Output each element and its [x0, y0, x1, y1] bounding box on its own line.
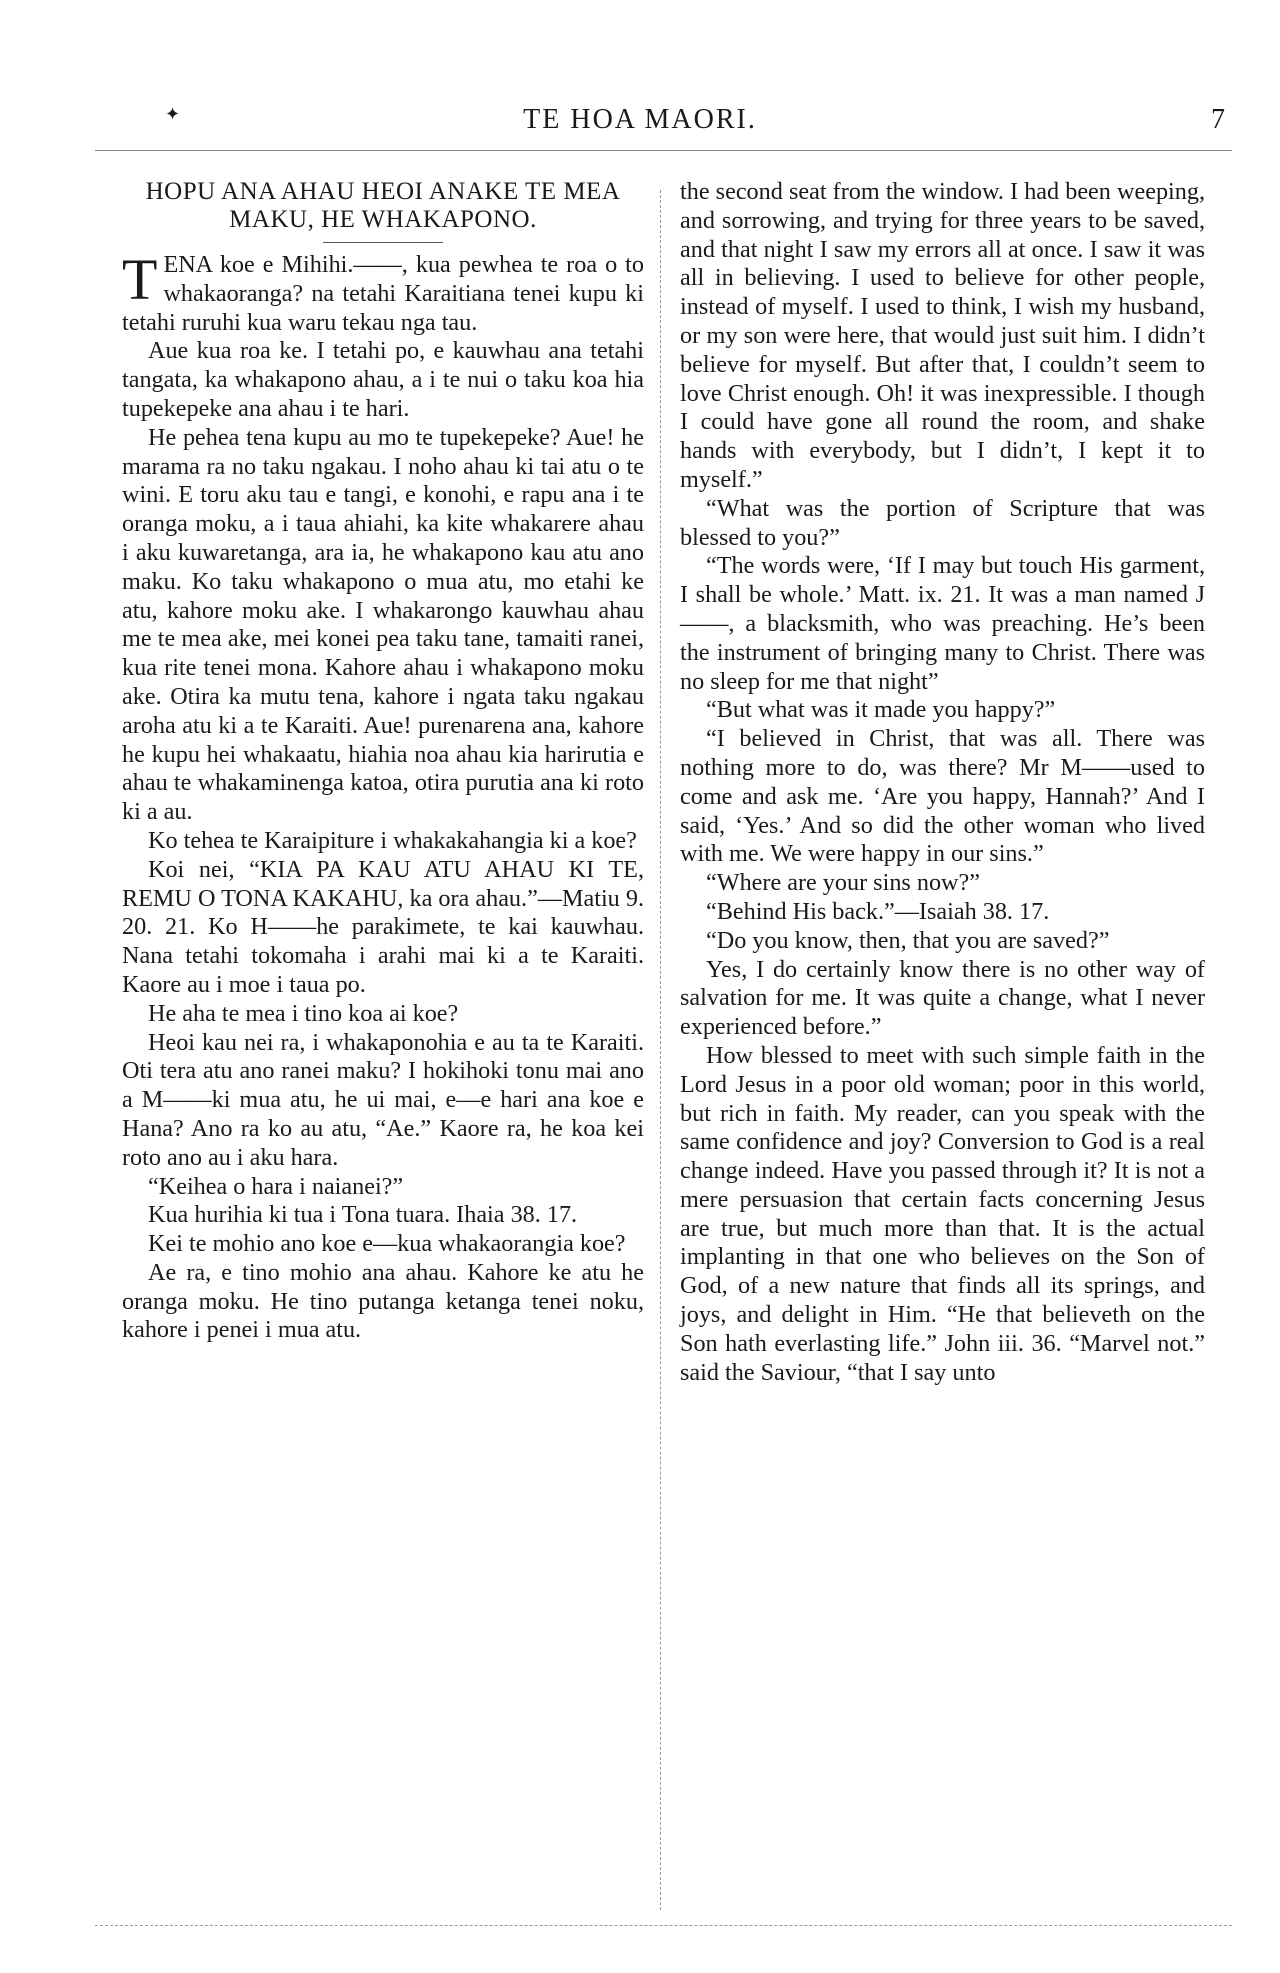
paragraph: “What was the portion of Scripture that was blessed to you?”: [680, 494, 1205, 551]
paragraph-text: ENA koe e Mihihi.——, kua pewhea te roa o to whakaoranga? na tetahi Karaitiana tenei kupu ki tetahi ruruhi kua waru tekau nga tau.: [122, 251, 644, 336]
paragraph: He aha te mea i tino koa ai koe?: [148, 999, 459, 1027]
paragraph: “Behind His back.”—Isaiah 38. 17.: [706, 897, 1050, 925]
paragraph: Ae ra, e tino mohio ana ahau. Kahore ke atu he oranga moku. He tino putanga ketanga tenei noku, kahore i penei i mua atu.: [122, 1258, 644, 1344]
ornament-icon: ✦: [165, 104, 181, 124]
paragraph: Kua hurihia ki tua i Tona tuara. Ihaia 38. 17.: [148, 1201, 578, 1229]
title-rule: [323, 242, 443, 243]
paragraph: Kei te mohio ano koe e—kua whakaorangia koe?: [148, 1230, 626, 1258]
page-number: 7: [1211, 104, 1225, 135]
column-divider: [660, 190, 661, 1910]
paragraph: Yes, I do certainly know there is no other way of salvation for me. It was quite a change, what I never experienced before.”: [680, 955, 1205, 1041]
paragraph: Aue kua roa ke. I tetahi po, e kauwhau ana tetahi tangata, ka whakapono ahau, a i te nui o taku koa hia tupekepeke ana ahau i te hari.: [122, 337, 644, 422]
paragraph: “Keihea o hara i naianei?”: [148, 1172, 404, 1200]
paragraph: Koi nei, “KIA PA KAU ATU AHAU KI TE, REMU O TONA KAKAHU, ka ora ahau.”—Matiu 9. 20. 21. Ko H——he parakimete, te kai kauwhau. Nana tetahi tokomaha i arahi mai ki a te Karaiti. Kaore au i moe i taua po.: [122, 855, 644, 998]
header-rule: [95, 150, 1232, 151]
left-column: [122, 178, 644, 1345]
paragraph: “The words were, ‘If I may but touch His garment, I shall be whole.’ Matt. ix. 21. It was a man named J——, a blacksmith, who was preaching. He’s been the instrument of bringing many to Christ. There was no sleep for me that night”: [680, 552, 1205, 695]
paragraph: “Do you know, then, that you are saved?”: [706, 926, 1110, 954]
paragraph: How blessed to meet with such simple faith in the Lord Jesus in a poor old woman; poor in this world, but rich in faith. My reader, can you speak with the same confidence and joy? Conversion to God is a real change indeed. Have you passed through it? It is not a mere persuasion that certain facts concerning Jesus are true, but much more than that. It is the actual implanting in that one who believes on the Son of God, of a new nature that finds all its springs, and joys, and delight in Him. “He that believeth on the Son hath everlasting life.” John iii. 36. “Marvel not.” said the Saviour, “that I say unto: [680, 1041, 1205, 1386]
paragraph: Ko tehea te Karaipiture i whakakahangia ki a koe?: [148, 826, 637, 854]
drop-cap: T: [122, 247, 158, 312]
paragraph: “I believed in Christ, that was all. There was nothing more to do, was there? Mr M——used to come and ask me. ‘Are you happy, Hannah?’ And I said, ‘Yes.’ And so did the other woman who lived with me. We were happy in our sins.”: [680, 725, 1205, 868]
right-column: [680, 178, 1205, 1387]
paragraph: He pehea tena kupu au mo te tupekepeke? Aue! he marama ra no taku ngakau. I noho ahau ki tai atu o te wini. E toru aku tau e tangi, e konohi, e rapu ana i te oranga moku, a i taua ahiahi, ka kite whakarere ahau i aku kuwaretanga, ara ia, he whakapono kau atu ano maku. Ko taku whakapono o mua atu, mo etahi ke atu, kahore moku ake. I whakarongo kauwhau ahau me te mea ake, mei konei pea taku tane, tamaiti ranei, kua rite tenei mona. Kahore ahau i whakapono moku ake. Otira ka mutu tena, kahore i ngata taku ngakau aroha atu ki a te Karaiti. Aue! purenarena ana, kahore he kupu hei whakaatu, hiahia noa ahau kia harirutia e ahau te whakaminenga katoa, otira purutia ana ki roto ki a au.: [122, 423, 644, 826]
running-head: TE HOA MAORI.: [523, 104, 757, 135]
paragraph: Heoi kau nei ra, i whakaponohia e au ta te Karaiti. Oti tera atu ano ranei maku? I hokihoki tonu mai ano a M——ki mua atu, he ui mai, e—e hari ana koe e Hana? Ano ra ko au atu, “Ae.” Kaore ra, he koa kei roto ano au i aku hara.: [122, 1028, 644, 1171]
bottom-rule: [95, 1925, 1232, 1926]
paragraph: [122, 247, 644, 337]
paragraph: “Where are your sins now?”: [706, 869, 980, 897]
article-title: HOPU ANA AHAU HEOI ANAKE TE MEA MAKU, HE WHAKAPONO.: [145, 178, 621, 233]
paragraph: the second seat from the window. I had been weeping, and sorrowing, and trying for three years to be saved, and that night I saw my errors all at once. I saw it was all in believing. I used to believe for other people, instead of myself. I used to think, I wish my husband, or my son were here, that would just suit him. I didn’t believe for myself. But after that, I couldn’t seem to love Christ enough. Oh! it was inexpressible. I though I could have gone all round the room, and shake hands with everybody, but I didn’t, I kept it to myself.”: [680, 178, 1205, 493]
paragraph: “But what was it made you happy?”: [706, 696, 1056, 724]
